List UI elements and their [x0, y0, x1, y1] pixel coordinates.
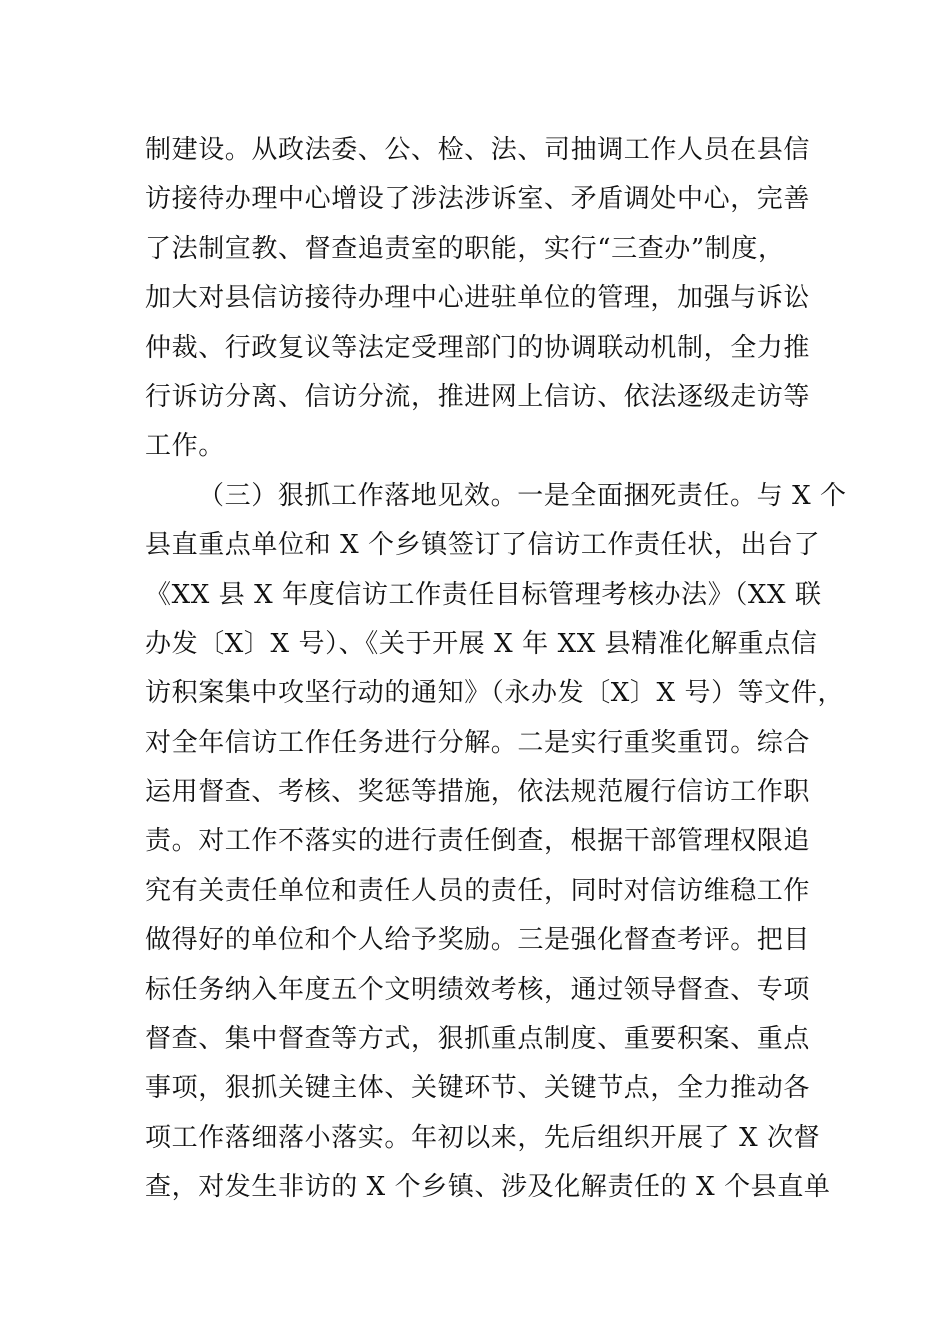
text-line: 《XX 县 X 年度信访工作责任目标管理考核办法》（XX 联 [145, 579, 822, 610]
text-line: 责。对工作不落实的进行责任倒查，根据干部管理权限追 [145, 826, 811, 857]
text-line: 制建设。从政法委、公、检、法、司抽调工作人员在县信 [145, 135, 811, 165]
body-text [145, 126, 847, 1213]
text-line: 工作。 [145, 431, 225, 462]
text-line: 加大对县信访接待办理中心进驻单位的管理，加强与诉讼 [145, 283, 811, 314]
text-line: 办发〔X〕X 号）、《关于开展 X 年 XX 县精准化解重点信 [145, 628, 818, 659]
text-line: 访接待办理中心增设了涉法涉诉室、矛盾调处中心，完善 [145, 184, 811, 215]
section-heading-line: （三）狠抓工作落地见效。一是全面捆死责任。与 X 个 [198, 480, 847, 511]
text-line: 标任务纳入年度五个文明绩效考核，通过领导督查、专项 [145, 974, 811, 1005]
text-line: 究有关责任单位和责任人员的责任，同时对信访维稳工作 [145, 875, 811, 906]
text-line: 督查、集中督查等方式，狠抓重点制度、重要积案、重点 [145, 1024, 811, 1055]
text-line: 对全年信访工作任务进行分解。二是实行重奖重罚。综合 [145, 727, 811, 758]
text-line: 仲裁、行政复议等法定受理部门的协调联动机制，全力推 [145, 332, 811, 363]
text-line: 事项，狠抓关键主体、关键环节、关键节点，全力推动各 [145, 1073, 811, 1104]
text-line: 行诉访分离、信访分流，推进网上信访、依法逐级走访等 [145, 381, 811, 412]
text-line: 运用督查、考核、奖惩等措施，依法规范履行信访工作职 [145, 777, 811, 808]
text-line: 项工作落细落小落实。年初以来，先后组织开展了 X 次督 [145, 1122, 821, 1153]
text-line: 查，对发生非访的 X 个乡镇、涉及化解责任的 X 个县直单 [145, 1172, 831, 1203]
text-line: 做得好的单位和个人给予奖励。三是强化督查考评。把目 [145, 925, 811, 956]
text-line: 访积案集中攻坚行动的通知》（永办发〔X〕X 号）等文件， [145, 678, 845, 709]
text-line: 县直重点单位和 X 个乡镇签订了信访工作责任状，出台了 [145, 530, 821, 561]
text-line: 了法制宣教、督查追责室的职能，实行“三查办”制度， [145, 233, 785, 264]
